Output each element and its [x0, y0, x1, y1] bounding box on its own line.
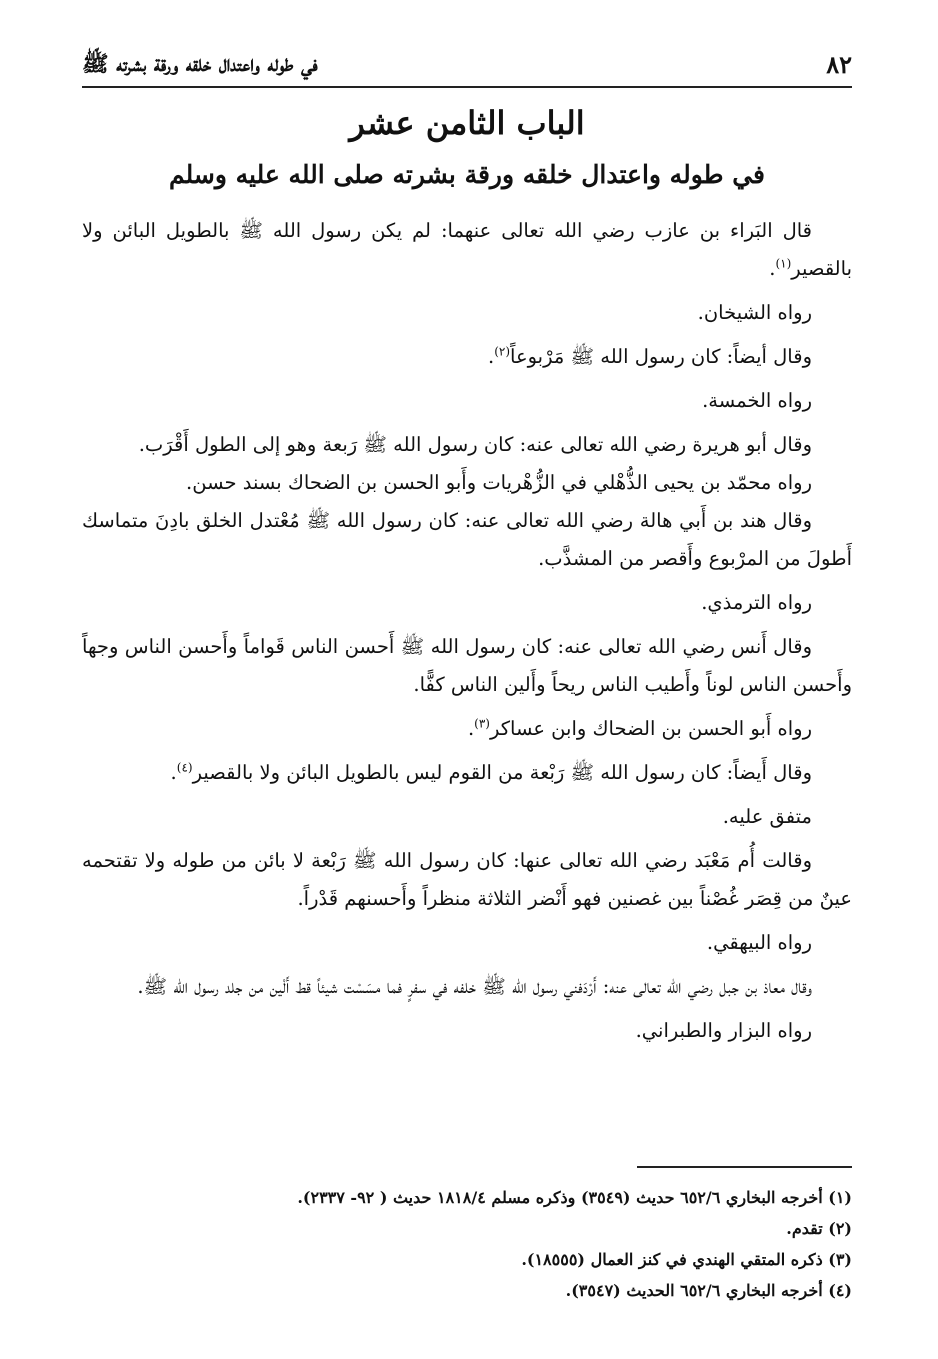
paragraph-text: وقال معاذ بن جبل رضي الله تعالى عنه: أَرْدَفني رسول الله ﷺ خلفه في سفرٍ فما مسَسْت شيئاً قط أَلْين من جلد رسول الله ﷺ. — [137, 975, 812, 998]
paragraph-text: رواه الترمذي. — [701, 591, 812, 614]
footnote: (٣) ذكره المتقي الهندي في كنز العمال (١٨٥٥٥). — [521, 1250, 852, 1269]
paragraph — [82, 1012, 852, 1050]
footnote-ref: (١) — [775, 256, 792, 271]
paragraph-text: رواه الخمسة. — [702, 389, 812, 412]
footnote-ref: (٤) — [176, 760, 193, 775]
paragraph — [82, 338, 852, 376]
paragraph-tail: . — [467, 717, 475, 740]
paragraph-tail: . — [769, 257, 776, 280]
chapter-subtitle: في طوله واعتدال خلقه ورقة بشرته صلى الله عليه وسلم — [168, 160, 766, 189]
paragraph-text: رواه البيهقي. — [706, 931, 812, 954]
paragraph-tail: . — [170, 761, 177, 784]
footnote: (٤) أخرجه البخاري ٦٥٢/٦ الحديث (٣٥٤٧). — [565, 1281, 852, 1300]
paragraph-text: وقال أَيضاً: كان رسول الله ﷺ رَبْعة من القوم ليس بالطويل البائن ولا بالقصير — [192, 761, 812, 784]
paragraph-text: وقال أَنس رضي الله تعالى عنه: كان رسول الله ﷺ أَحسن الناس قَواماً وأَحسن الناس وجهاً وأَحسن الناس لوناً وأَطيب الناس ريحاً وأَلين الناس كفًّا. — [82, 635, 852, 696]
footnote-ref: (٣) — [474, 716, 490, 731]
paragraph — [82, 754, 852, 792]
paragraph — [82, 382, 852, 420]
page-header — [82, 40, 852, 88]
paragraph — [82, 584, 852, 622]
paragraph — [82, 710, 852, 748]
paragraph — [82, 798, 852, 836]
footnote: (١) أخرجه البخاري ٦٥٢/٦ حديث (٣٥٤٩) وذكره مسلم ١٨١٨/٤ حديث ( ٩٢- ٢٣٣٧). — [297, 1188, 852, 1207]
paragraph — [82, 294, 852, 332]
paragraph-text: رواه البزار والطبراني. — [635, 1019, 812, 1042]
footnotes — [82, 1182, 852, 1306]
footnote: (٢) تقدم. — [786, 1219, 852, 1238]
paragraph-text: رواه محمّد بن يحيى الذُّهْلي في الزُّهْريات وأَبو الحسن بن الضحاك بسند حسن. — [186, 471, 812, 494]
paragraph — [82, 212, 852, 288]
paragraph — [82, 842, 852, 918]
paragraph-text: متفق عليه. — [722, 805, 812, 828]
paragraph-text: وقال أبو هريرة رضي الله تعالى عنه: كان رسول الله ﷺ رَبعة وهو إلى الطول أَقْرَب. — [138, 433, 812, 456]
footnote-divider — [637, 1166, 852, 1168]
paragraph — [82, 968, 852, 1006]
paragraph-text: وقالت أُم مَعْبَد رضي الله تعالى عنها: كان رسول الله ﷺ رَبْعة لا بائن من طوله ولا تقتحمه عينٌ من قِصَر غُصْناً بين غصنين فهو أَنْضر الثلاثة منظراً وأَحسنهم قَدْراً. — [82, 849, 852, 910]
page-number: ٨٢ — [826, 50, 852, 79]
paragraph — [82, 628, 852, 704]
footnote-ref: (٢) — [494, 344, 511, 359]
paragraph — [82, 924, 852, 962]
body-text — [82, 212, 852, 1050]
running-title: في طوله واعتدال خلقه ورقة بشرته ﷺ — [82, 51, 318, 77]
paragraph-text: وقال أيضاً: كان رسول الله ﷺ مَرْبوعاً — [510, 345, 812, 368]
paragraph — [82, 502, 852, 578]
chapter-title: الباب الثامن عشر — [349, 104, 585, 142]
paragraph — [82, 464, 852, 502]
paragraph-text: رواه أَبو الحسن بن الضحاك وابن عساكر — [489, 717, 812, 740]
paragraph-text: رواه الشيخان. — [697, 301, 812, 324]
paragraph-text: وقال هند بن أَبي هالة رضي الله تعالى عنه: كان رسول الله ﷺ مُعْتدل الخلق بادِنَ متماسك أَطولَ من المرْبوع وأَقصر من المشذَّب. — [82, 509, 852, 570]
paragraph — [82, 426, 852, 464]
paragraph-text: قال البَراء بن عازب رضي الله تعالى عنهما: لم يكن رسول الله ﷺ بالطويل البائن ولا بالقصير — [82, 219, 852, 280]
paragraph-tail: . — [488, 345, 495, 368]
